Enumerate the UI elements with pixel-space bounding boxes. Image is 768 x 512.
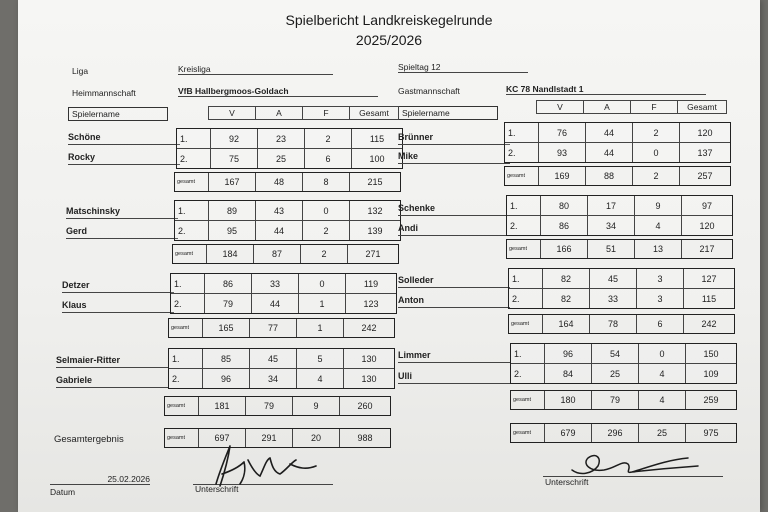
score-f: 2: [633, 123, 680, 143]
score-v: 79: [205, 294, 252, 313]
gesamt-label: gesamt: [511, 391, 545, 409]
home-spielername-label: Spielername: [68, 107, 168, 121]
score-v: 80: [541, 196, 588, 216]
row-label: 2.: [169, 369, 203, 388]
total-a: 51: [588, 240, 635, 258]
score-v: 82: [543, 269, 590, 289]
score-f: 0: [633, 143, 680, 162]
total-gesamt: 259: [703, 395, 719, 405]
row-label: 1.: [509, 269, 543, 289]
away-result-row: [510, 423, 737, 443]
score-gesamt: 130: [361, 373, 377, 384]
home-player-name: Detzer: [62, 280, 174, 293]
score-v: 86: [205, 274, 252, 294]
home-player-name: Gabriele: [56, 375, 168, 388]
away-total-row: [508, 314, 735, 334]
score-a: 44: [586, 123, 633, 143]
row-label: 2.: [509, 289, 543, 308]
score-v: 93: [539, 143, 586, 162]
score-f: 9: [635, 196, 682, 216]
total-gesamt: 257: [697, 171, 713, 181]
score-a: 43: [256, 201, 303, 221]
away-total-row: [510, 390, 737, 410]
total-a: 88: [586, 167, 633, 185]
gesamtergebnis-label: Gesamtergebnis: [54, 434, 124, 445]
sheet-title: Spielbericht Landkreiskegelrunde: [285, 12, 493, 28]
score-gesamt: 130: [344, 349, 394, 369]
total-gesamt: 215: [367, 177, 383, 187]
home-score-table: [176, 128, 403, 169]
gesamt-label: gesamt: [511, 424, 545, 442]
score-gesamt: 127: [684, 269, 734, 289]
score-gesamt: 115: [352, 129, 402, 149]
gesamt-label: gesamt: [173, 245, 207, 263]
row-label: 2.: [507, 216, 541, 235]
score-f: 3: [637, 289, 684, 308]
score-v: 75: [211, 149, 258, 168]
gast-label: Gastmannschaft: [398, 86, 460, 96]
col-header-a: A: [583, 100, 630, 114]
total-f: 1: [297, 319, 344, 337]
gesamt-label: gesamt: [169, 319, 203, 337]
total-gesamt: 242: [361, 323, 377, 333]
score-gesamt: 139: [367, 225, 383, 236]
datum-value: 25.02.2026: [50, 474, 150, 485]
score-f: 2: [303, 221, 350, 240]
total-v: 167: [209, 173, 256, 191]
total-v: 166: [541, 240, 588, 258]
col-header-a: A: [255, 106, 302, 120]
score-gesamt: 115: [701, 293, 717, 304]
spieltag-value: Spieltag 12: [398, 62, 528, 73]
score-v: 89: [209, 201, 256, 221]
total-v: 165: [203, 319, 250, 337]
home-score-table: [168, 348, 395, 389]
score-gesamt: 123: [363, 298, 379, 309]
col-header-f: F: [630, 100, 677, 114]
home-player-name: Rocky: [68, 152, 180, 165]
score-a: 34: [250, 369, 297, 388]
away-player-name: Mike: [398, 151, 510, 164]
row-label: 1.: [169, 349, 203, 369]
total-v: 164: [543, 315, 590, 333]
score-f: 3: [637, 269, 684, 289]
col-header-gesamt: Gesamt: [677, 100, 727, 114]
score-a: 25: [258, 149, 305, 168]
score-v: 85: [203, 349, 250, 369]
score-a: 54: [592, 344, 639, 364]
away-total-row: [506, 239, 733, 259]
away-player-name: Anton: [398, 295, 510, 308]
score-a: 33: [590, 289, 637, 308]
home-total-row: [174, 172, 401, 192]
score-a: 45: [590, 269, 637, 289]
home-player-name: Gerd: [66, 226, 178, 239]
total-v: 184: [207, 245, 254, 263]
score-a: 44: [256, 221, 303, 240]
score-f: 4: [639, 364, 686, 383]
total-v: 181: [199, 397, 246, 415]
result-a: 291: [246, 429, 293, 447]
total-a: 78: [590, 315, 637, 333]
score-gesamt: 109: [703, 368, 719, 379]
score-v: 95: [209, 221, 256, 240]
away-player-name: Limmer: [398, 350, 510, 363]
home-score-table: [170, 273, 397, 314]
away-signature-label: Unterschrift: [545, 477, 589, 487]
score-v: 84: [545, 364, 592, 383]
row-label: 2.: [175, 221, 209, 240]
score-f: 0: [303, 201, 350, 221]
score-v: 86: [541, 216, 588, 235]
away-player-name: Schenke: [398, 203, 510, 216]
row-label: 2.: [177, 149, 211, 168]
season: 2025/2026: [355, 32, 423, 48]
result-gesamt: 988: [357, 433, 373, 443]
score-gesamt: 119: [346, 274, 396, 294]
home-player-name: Matschinsky: [66, 206, 178, 219]
result-v: 679: [545, 424, 592, 442]
score-f: 0: [639, 344, 686, 364]
total-gesamt: 260: [357, 401, 373, 411]
score-f: 4: [297, 369, 344, 388]
result-f: 20: [293, 429, 340, 447]
score-v: 82: [543, 289, 590, 308]
row-label: 1.: [511, 344, 545, 364]
home-total-row: [168, 318, 395, 338]
score-a: 44: [586, 143, 633, 162]
gesamt-label: gesamt: [507, 240, 541, 258]
away-column-headers: [536, 100, 727, 114]
total-f: 2: [633, 167, 680, 185]
col-header-f: F: [302, 106, 349, 120]
away-total-row: [504, 166, 731, 186]
score-gesamt: 150: [686, 344, 736, 364]
row-label: 2.: [171, 294, 205, 313]
score-f: 6: [305, 149, 352, 168]
score-f: 2: [305, 129, 352, 149]
col-header-v: V: [208, 106, 255, 120]
home-player-name: Selmaier-Ritter: [56, 355, 168, 368]
home-signature-label: Unterschrift: [195, 484, 239, 494]
result-gesamt: 975: [703, 428, 719, 438]
score-f: 1: [299, 294, 346, 313]
score-gesamt: 120: [699, 220, 715, 231]
total-f: 4: [639, 391, 686, 409]
away-player-name: Andi: [398, 223, 510, 236]
score-v: 92: [211, 129, 258, 149]
home-total-row: [164, 396, 391, 416]
row-label: 1.: [171, 274, 205, 294]
score-gesamt: 137: [697, 147, 713, 158]
result-v: 697: [199, 429, 246, 447]
away-score-table: [508, 268, 735, 309]
total-gesamt: 271: [365, 249, 381, 259]
score-a: 45: [250, 349, 297, 369]
score-v: 76: [539, 123, 586, 143]
gesamt-label: gesamt: [505, 167, 539, 185]
row-label: 1.: [505, 123, 539, 143]
row-label: 1.: [177, 129, 211, 149]
score-v: 96: [545, 344, 592, 364]
row-label: 1.: [507, 196, 541, 216]
score-a: 25: [592, 364, 639, 383]
total-v: 180: [545, 391, 592, 409]
liga-label: Liga: [72, 66, 89, 76]
gesamt-label: gesamt: [165, 429, 199, 447]
score-a: 33: [252, 274, 299, 294]
score-gesamt: 100: [369, 153, 385, 164]
total-a: 48: [256, 173, 303, 191]
total-v: 169: [539, 167, 586, 185]
score-f: 5: [297, 349, 344, 369]
away-player-name: Ulli: [398, 371, 510, 384]
col-header-gesamt: Gesamt: [349, 106, 399, 120]
gesamt-label: gesamt: [509, 315, 543, 333]
total-f: 6: [637, 315, 684, 333]
score-gesamt: 97: [682, 196, 732, 216]
score-gesamt: 132: [350, 201, 400, 221]
score-v: 96: [203, 369, 250, 388]
score-a: 34: [588, 216, 635, 235]
score-a: 17: [588, 196, 635, 216]
away-score-table: [506, 195, 733, 236]
score-a: 44: [252, 294, 299, 313]
heim-value: VfB Hallbergmoos-Goldach: [178, 86, 378, 97]
total-a: 79: [592, 391, 639, 409]
heim-label: Heimmannschaft: [72, 88, 136, 98]
away-signature: [566, 446, 716, 480]
home-signature: [200, 440, 330, 492]
home-column-headers: [208, 106, 399, 120]
liga-value: Kreisliga: [178, 64, 333, 75]
score-f: 4: [635, 216, 682, 235]
gesamt-label: gesamt: [165, 397, 199, 415]
home-score-table: [174, 200, 401, 241]
total-f: 2: [301, 245, 348, 263]
row-label: 2.: [511, 364, 545, 383]
away-player-name: Brünner: [398, 132, 510, 145]
row-label: 1.: [175, 201, 209, 221]
total-f: 8: [303, 173, 350, 191]
home-total-row: [172, 244, 399, 264]
result-a: 296: [592, 424, 639, 442]
row-label: 2.: [505, 143, 539, 162]
away-score-table: [504, 122, 731, 163]
away-score-table: [510, 343, 737, 384]
result-f: 25: [639, 424, 686, 442]
total-gesamt: 242: [701, 319, 717, 329]
score-gesamt: 120: [680, 123, 730, 143]
total-f: 13: [635, 240, 682, 258]
datum-label: Datum: [50, 487, 76, 497]
col-header-v: V: [536, 100, 583, 114]
total-f: 9: [293, 397, 340, 415]
home-player-name: Klaus: [62, 300, 174, 313]
total-gesamt: 217: [699, 244, 715, 254]
away-player-name: Solleder: [398, 275, 510, 288]
total-a: 77: [250, 319, 297, 337]
home-player-name: Schöne: [68, 132, 180, 145]
gast-value: KC 78 Nandlstadt 1: [506, 84, 706, 95]
away-spielername-label: Spielername: [398, 106, 498, 120]
score-a: 23: [258, 129, 305, 149]
score-sheet: [18, 0, 760, 512]
total-a: 79: [246, 397, 293, 415]
gesamt-label: gesamt: [175, 173, 209, 191]
total-a: 87: [254, 245, 301, 263]
score-f: 0: [299, 274, 346, 294]
